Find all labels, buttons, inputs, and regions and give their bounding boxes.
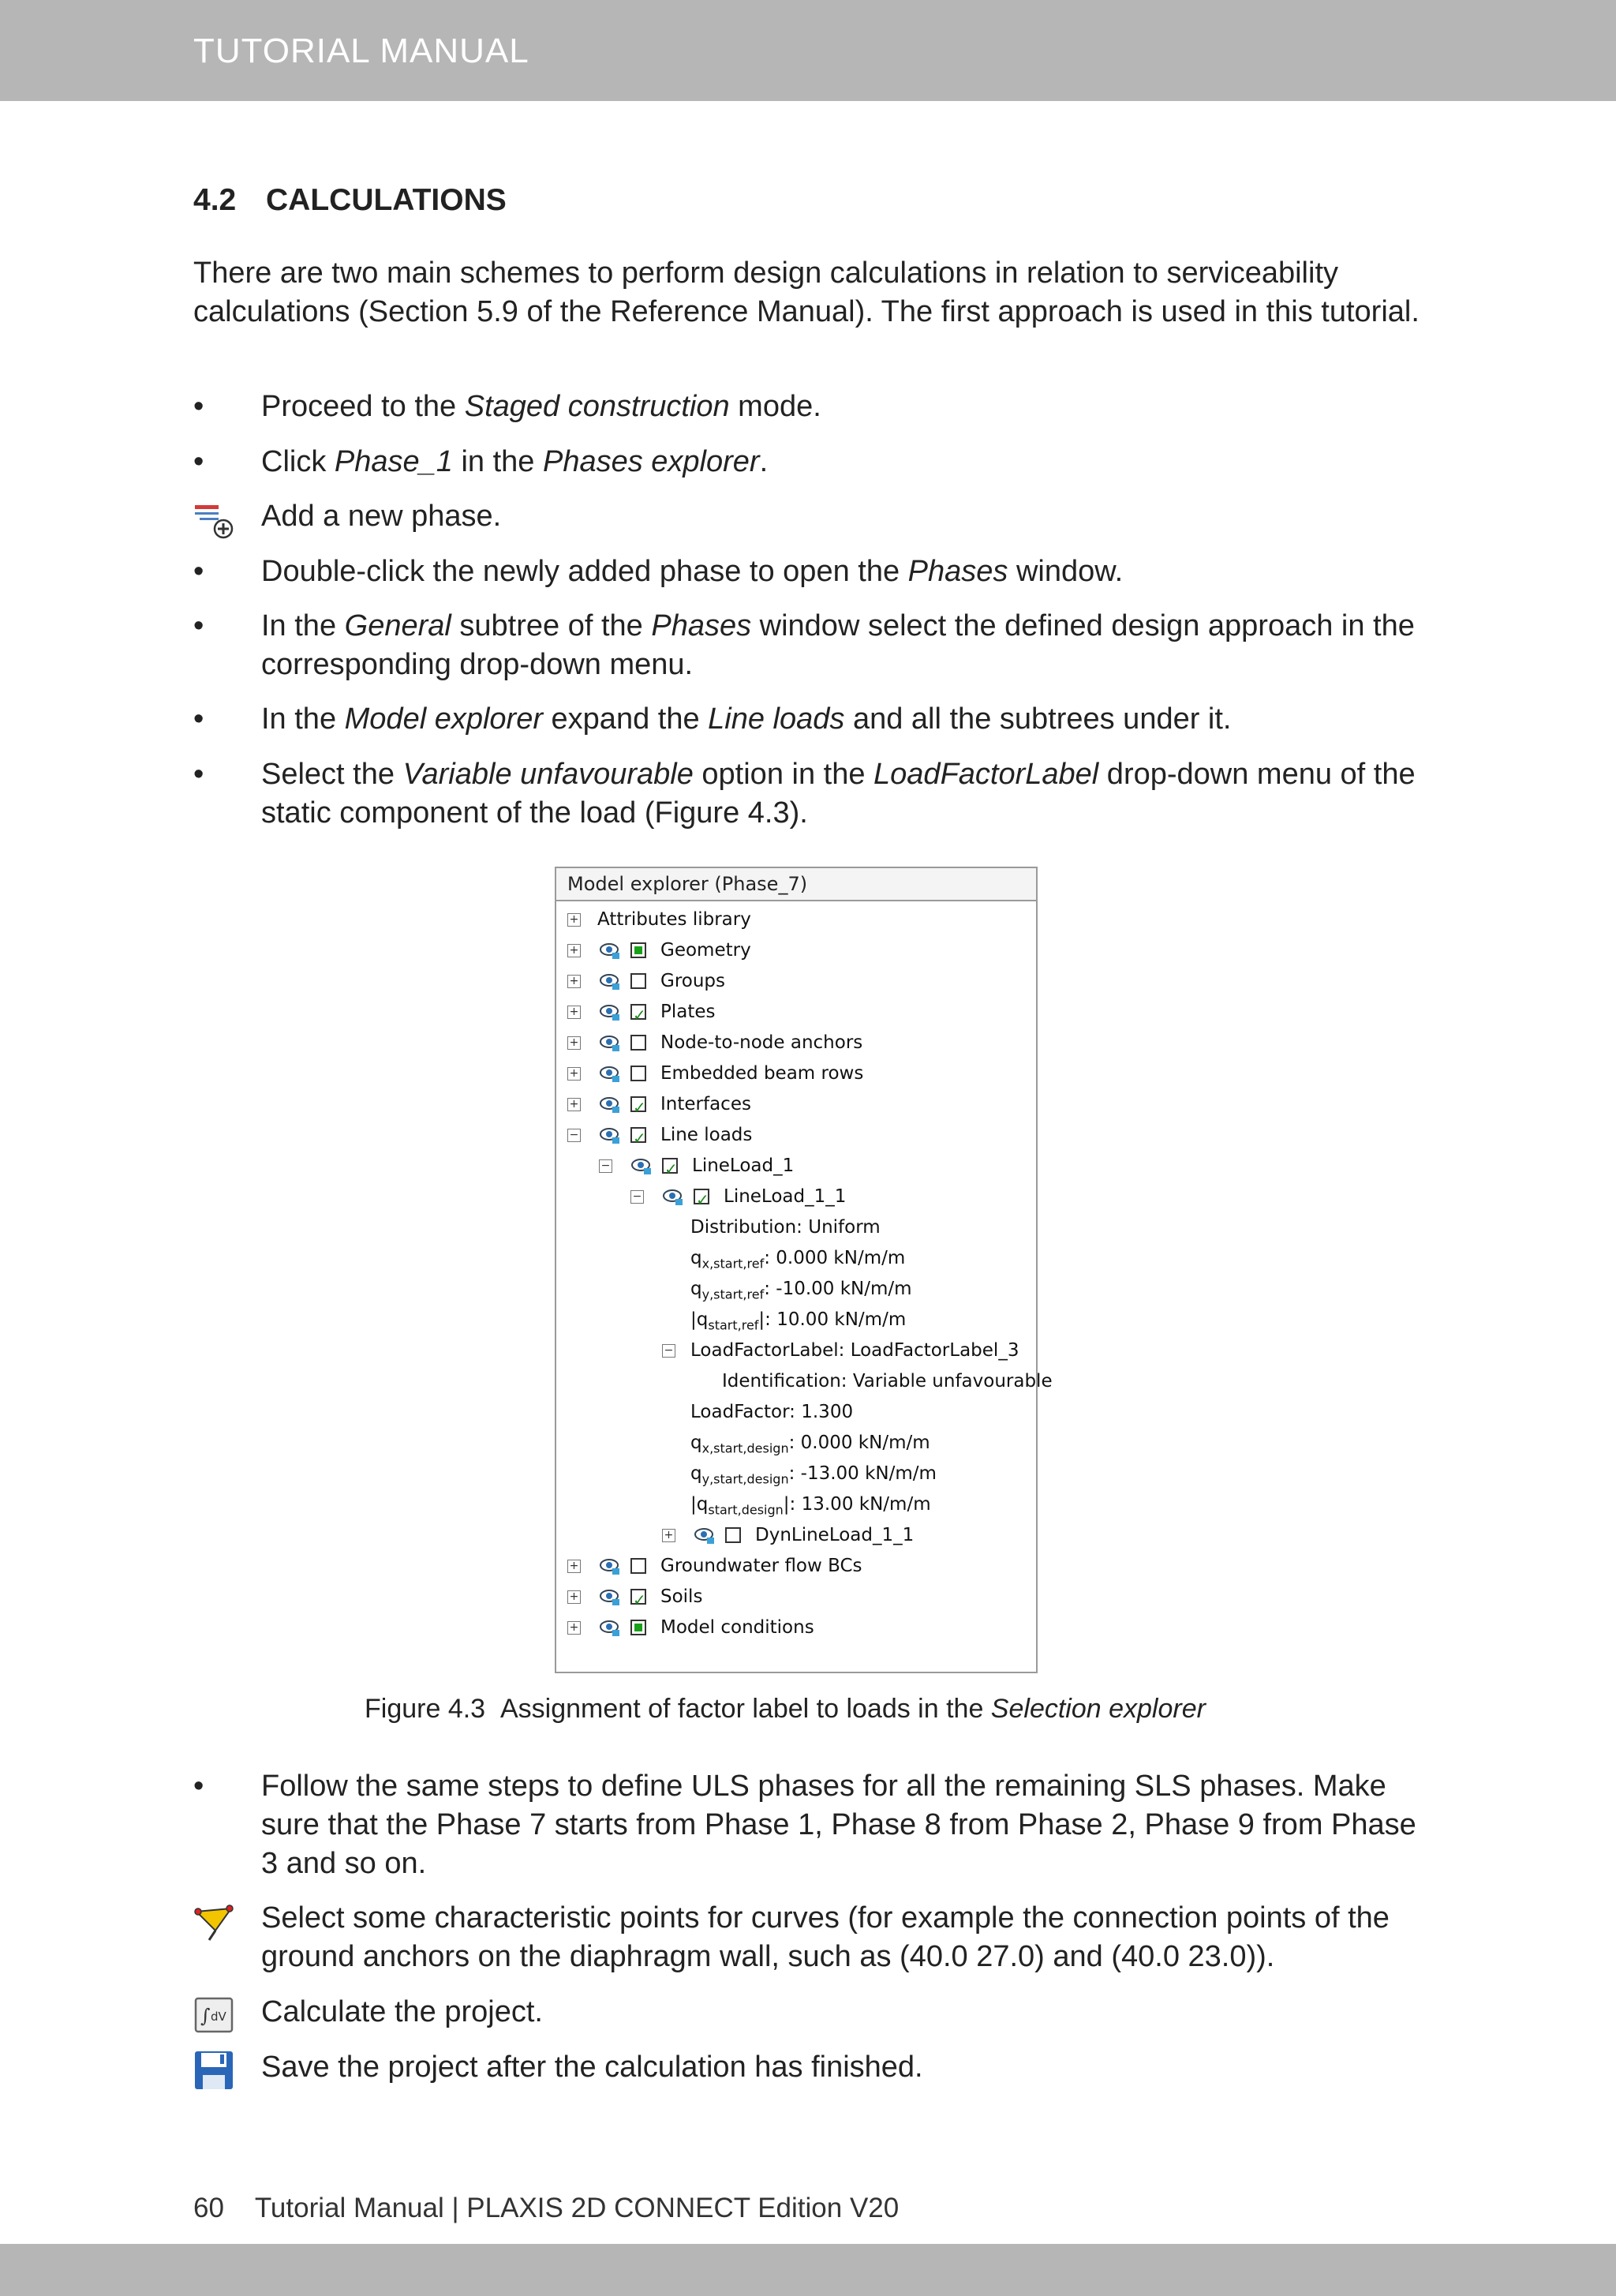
- visibility-checkbox[interactable]: [630, 1004, 646, 1020]
- intro-paragraph: There are two main schemes to perform design calculations in relation to serviceability calculations (Section 5.9 of the Reference Manual). The first approach is used in this tutorial.: [193, 257, 1420, 328]
- footer-text: Tutorial Manual | PLAXIS 2D CONNECT Edition V20: [254, 2193, 900, 2223]
- bullet: •: [193, 555, 204, 588]
- step-text: In the Model explorer expand the Line loads and all the subtrees under it.: [261, 702, 1232, 736]
- expand-icon[interactable]: +: [567, 1098, 581, 1111]
- bullet: •: [193, 702, 204, 736]
- step-text: Add a new phase.: [261, 500, 502, 533]
- visibility-checkbox[interactable]: [694, 1189, 709, 1204]
- visibility-checkbox[interactable]: [725, 1527, 741, 1543]
- step-text: Select some characteristic points for curves (for example the connection points of the ground anchors on the diaphragm wall, such as (40.0 27.0) and (40.0 23.0)).: [261, 1901, 1390, 1973]
- eye-icon[interactable]: [599, 1002, 621, 1021]
- manual-title: TUTORIAL MANUAL: [193, 32, 529, 70]
- calculate-icon: [193, 1994, 234, 2036]
- footer-bar: [0, 2244, 1616, 2296]
- visibility-checkbox[interactable]: [630, 1589, 646, 1605]
- step-text: Select the Variable unfavourable option in the LoadFactorLabel drop-down menu of the static component of the load (Figure 4.3).: [261, 758, 1416, 830]
- eye-icon[interactable]: [630, 1156, 653, 1175]
- header-bar: [0, 0, 1616, 101]
- svg-text:dV: dV: [211, 2009, 226, 2024]
- visibility-checkbox[interactable]: [630, 1035, 646, 1051]
- step-text: Save the project after the calculation has finished.: [261, 2051, 923, 2084]
- collapse-icon[interactable]: −: [630, 1190, 644, 1204]
- expand-icon[interactable]: +: [567, 944, 581, 957]
- eye-icon[interactable]: [599, 941, 621, 960]
- curve-points-icon: [193, 1901, 234, 1942]
- expand-icon[interactable]: +: [567, 1590, 581, 1604]
- page-footer: [193, 2193, 899, 2224]
- eye-icon[interactable]: [599, 1095, 621, 1114]
- eye-icon[interactable]: [662, 1187, 684, 1206]
- add-phase-icon: [193, 499, 234, 540]
- eye-icon[interactable]: [694, 1526, 716, 1545]
- expand-icon[interactable]: +: [567, 975, 581, 988]
- eye-icon[interactable]: [599, 1587, 621, 1606]
- step-text: Double-click the newly added phase to open the Phases window.: [261, 555, 1124, 588]
- collapse-icon[interactable]: −: [599, 1159, 612, 1173]
- visibility-checkbox[interactable]: [630, 973, 646, 989]
- model-explorer-figure: Model explorer (Phase_7) + Attributes library + Geometry + Groups + ✓ Plates + Node-to-node anchors + Embedded beam rows + ✓ Interfaces − ✓ Line loads − ✓ LineLoad_1 − ✓ LineLoad_1_1 Distribution: Uniform $q_{x,start,ref}$: 0.000 kN/m/m $q_{y,start,ref}$: -10.00 kN/m/m $|q_{start,ref}|$: 10.00 kN/m/m − LoadFactorLabel: LoadFactorLabel_3 Identification: Variable unfavourable LoadFactor: 1.300 $q_{x,start,design}$: 0.000 kN/m/m $q_{y,start,design}$: -13.00 kN/m/m $|q_{start,design}|$: 13.00 kN/m/m + DynLineLoad_1_1 + Groundwater flow BCs + ✓ Soils + Model conditions: [555, 867, 1038, 1673]
- collapse-icon[interactable]: −: [662, 1344, 675, 1358]
- visibility-checkbox[interactable]: [630, 1066, 646, 1081]
- expand-icon[interactable]: +: [567, 1067, 581, 1081]
- collapse-icon[interactable]: −: [567, 1129, 581, 1142]
- figure-caption: Figure 4.3 Assignment of factor label to loads in the Selection explorer: [365, 1694, 1206, 1724]
- save-icon: [193, 2050, 234, 2091]
- eye-icon[interactable]: [599, 1126, 621, 1144]
- expand-icon[interactable]: +: [567, 1036, 581, 1050]
- expand-icon[interactable]: +: [567, 1621, 581, 1635]
- step-text: Click Phase_1 in the Phases explorer.: [261, 445, 769, 478]
- visibility-checkbox[interactable]: [630, 1620, 646, 1635]
- expand-icon[interactable]: +: [567, 1560, 581, 1573]
- expand-icon[interactable]: +: [567, 1006, 581, 1019]
- bullet: •: [193, 390, 204, 423]
- bullet: •: [193, 445, 204, 478]
- section-number: 4.2: [193, 183, 237, 217]
- bullet: •: [193, 758, 204, 791]
- eye-icon[interactable]: [599, 1618, 621, 1637]
- visibility-checkbox[interactable]: [630, 1127, 646, 1143]
- bullet: •: [193, 609, 204, 642]
- visibility-checkbox[interactable]: [630, 1558, 646, 1574]
- step-text: Calculate the project.: [261, 1995, 543, 2028]
- visibility-checkbox[interactable]: [630, 942, 646, 958]
- section-title: CALCULATIONS: [266, 183, 507, 217]
- page-number: 60: [193, 2193, 224, 2223]
- visibility-checkbox[interactable]: [662, 1158, 678, 1174]
- step-text: Proceed to the Staged construction mode.: [261, 390, 821, 423]
- svg-text:∫: ∫: [200, 2005, 211, 2027]
- bullet: •: [193, 1770, 204, 1803]
- model-explorer-title: Model explorer (Phase_7): [556, 868, 1036, 901]
- eye-icon[interactable]: [599, 1556, 621, 1575]
- section-heading: [193, 183, 507, 218]
- step-text: Follow the same steps to define ULS phases for all the remaining SLS phases. Make sure that the Phase 7 starts from Phase 1, Phase 8 from Phase 2, Phase 9 from Phase 3 and so on.: [261, 1770, 1416, 1880]
- step-text: In the General subtree of the Phases window select the defined design approach in the corresponding drop-down menu.: [261, 609, 1415, 681]
- eye-icon[interactable]: [599, 1064, 621, 1083]
- expand-icon[interactable]: +: [662, 1529, 675, 1542]
- visibility-checkbox[interactable]: [630, 1096, 646, 1112]
- eye-icon[interactable]: [599, 972, 621, 991]
- eye-icon[interactable]: [599, 1033, 621, 1052]
- expand-icon[interactable]: +: [567, 913, 581, 927]
